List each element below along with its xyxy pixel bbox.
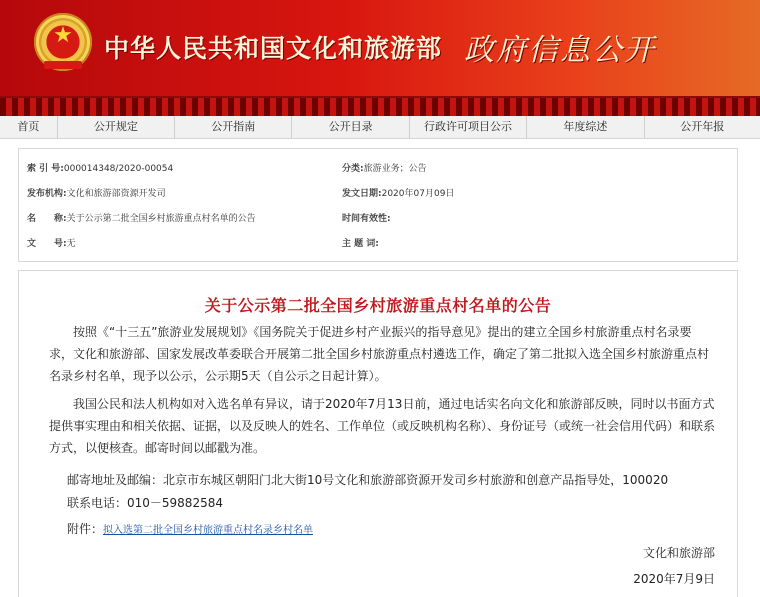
nav-disclosure-rules[interactable]: 公开规定	[58, 116, 175, 138]
section-title: 政府信息公开	[464, 33, 656, 68]
header-banner	[0, 0, 760, 96]
meta-index: 索 引 号:000014348/2020-00054	[27, 164, 174, 174]
meta-category: 分类:旅游业务；公告	[342, 164, 427, 174]
meta-name: 名 称:关于公示第二批全国乡村旅游重点村名单的公告	[27, 214, 256, 224]
nav-licensing-projects[interactable]: 行政许可项目公示	[410, 116, 527, 138]
meta-date: 发文日期:2020年07月09日	[342, 189, 455, 199]
meta-validity: 时间有效性:	[342, 214, 391, 224]
article-title: 关于公示第二批全国乡村旅游重点村名单的公告	[204, 296, 552, 315]
article-paragraph-2: 我国公民和法人机构如对入选名单有异议，请于2020年7月13日前，通过电话实名向文化和旅游部反映，同时以书面方式提供事实理由和相关依据、证据，以及反映人的姓名、工作单位（或反映机构名称）、身份证号（或统一社会信用代码）和联系方式，以便核查。邮寄时间以邮戳为准。	[49, 397, 716, 455]
contact-phone: 联系电话：010－59882584	[67, 496, 223, 510]
national-emblem-icon	[34, 13, 92, 71]
decorative-border	[0, 96, 760, 118]
article-paragraph-1: 按照《“十三五”旅游业发展规划》《国务院关于促进乡村产业振兴的指导意见》提出的建立全国乡村旅游重点村名录要求，文化和旅游部、国家发展改革委联合开展第二批全国乡村旅游重点村遴选工作，确定了第二批拟入选全国乡村旅游重点村名录乡村名单，现予以公示，公示期5天（自公示之日起计算）。	[49, 325, 710, 383]
attachment-link[interactable]: 拟入选第二批全国乡村旅游重点村名录乡村名单	[103, 525, 314, 536]
article-panel	[18, 270, 738, 597]
metadata-panel	[18, 148, 738, 262]
ministry-title: 中华人民共和国文化和旅游部	[104, 34, 443, 63]
sign-date: 2020年7月9日	[633, 572, 715, 586]
meta-docno: 文 号:无	[27, 239, 76, 249]
meta-issuer: 发布机构:文化和旅游部资源开发司	[27, 189, 166, 199]
meta-subject: 主 题 词:	[342, 239, 379, 249]
attachment-label: 附件：	[67, 522, 104, 536]
nav-home[interactable]: 首页	[0, 116, 58, 138]
mail-address: 邮寄地址及邮编：北京市东城区朝阳门北大街10号文化和旅游部资源开发司乡村旅游和创意产品指导处，100020	[67, 473, 669, 487]
main-nav	[0, 116, 760, 139]
attachment-line	[67, 520, 313, 537]
nav-disclosure-catalog[interactable]: 公开目录	[292, 116, 409, 138]
nav-disclosure-guide[interactable]: 公开指南	[175, 116, 292, 138]
nav-annual-report[interactable]: 公开年报	[680, 120, 725, 133]
emblem-star-icon: ★	[53, 23, 73, 48]
emblem-ribbon	[44, 61, 82, 69]
nav-annual-summary[interactable]: 年度综述	[527, 116, 644, 138]
signer: 文化和旅游部	[642, 546, 715, 560]
